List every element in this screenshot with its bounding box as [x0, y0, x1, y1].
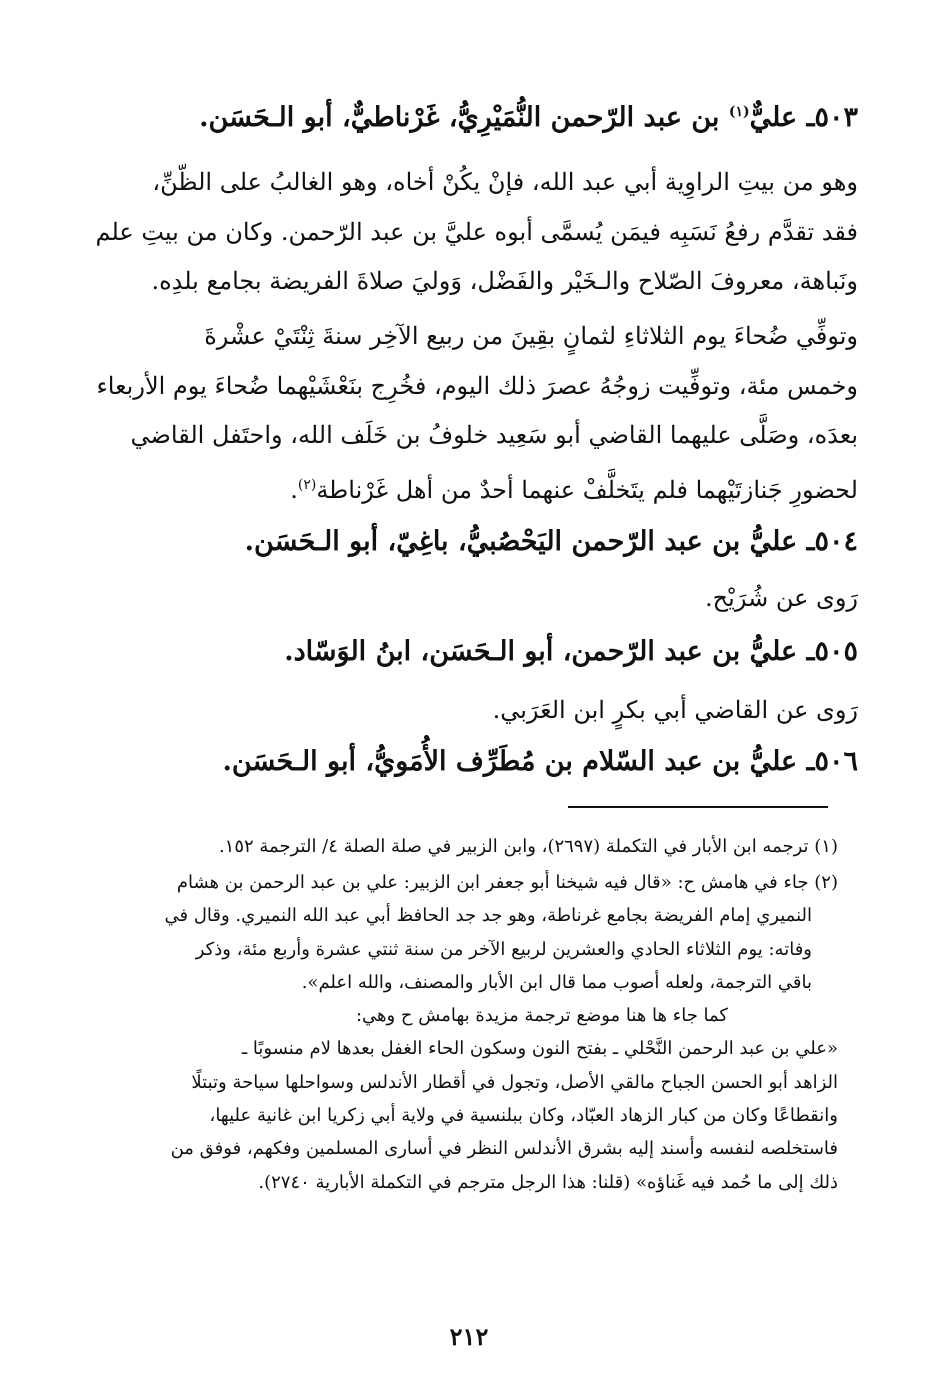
- page-number: ٢١٢: [449, 1322, 489, 1351]
- entry-503-paragraph-2: [80, 312, 858, 515]
- footnote-quote-line: فاستخلصه لنفسه وأسند إليه بشرق الأندلس النظر في أسارى المسلمين وفكهم، فوفق من: [170, 1138, 838, 1160]
- footnote-quote-line: «علي بن عبد الرحمن النَّحْلي ـ بفتح النون وسكون الحاء الغفل بعدها لام منسوبًا ـ: [241, 1038, 838, 1060]
- entry-505-heading: ٥٠٥ـ عليُّ بن عبد الرّحمن، أبو الـحَسَن، ابنُ الوَسّاد.: [284, 636, 858, 667]
- paragraph-line: ونَباهة، معروفَ الصّلاح والـخَيْر والفَضْل، وَوليَ صلاةَ الفريضة بجامع بلدِه.: [151, 267, 858, 295]
- paragraph-line: وخمس مئة، وتوفِّيت زوجُهُ عصرَ ذلك اليوم، فخُرِج بنَعْشَيْهما ضُحاءَ يوم الأربعاء: [96, 371, 858, 400]
- entry-503-paragraph-1: [80, 158, 858, 307]
- paragraph-line: بعدَه، وصَلَّى عليهما القاضي أبو سَعِيد خلوفُ بن خَلَف الله، واحتَفل القاضي: [130, 421, 858, 449]
- footnote-line: (١) ترجمه ابن الأبار في التكملة (٢٦٩٧)، وابن الزبير في صلة الصلة ٤/ الترجمة ١٥٢.: [218, 836, 838, 857]
- paragraph-line: رَوى عن القاضي أبي بكرٍ ابن العَرَبي.: [492, 696, 858, 724]
- entry-503-heading-rest: بن عبد الرّحمن النُّمَيْرِيُّ، غَرْناطيٌّ، أبو الـحَسَن.: [199, 102, 729, 133]
- entry-504-body: [80, 574, 858, 624]
- footnote-line: باقي الترجمة، ولعله أصوب مما قال ابن الأبار والمصنف، والله اعلم».: [301, 971, 812, 993]
- footnote-2: [100, 866, 838, 1199]
- paragraph-line: وهو من بيتِ الراوِية أبي عبد الله، فإنْ يكُنْ أخاه، وهو الغالبُ على الظّنِّ،: [152, 168, 858, 196]
- entry-503-heading-start: ٥٠٣ـ عليٌّ: [749, 102, 858, 133]
- paragraph-line: فقد تقدَّم رفعُ نَسَبِه فيمَن يُسمَّى أبوه عليَّ بن عبد الرّحمن. وكان من بيتِ علم: [95, 217, 858, 246]
- paragraph-line-end: .: [290, 475, 298, 504]
- footnote-1: [100, 830, 838, 863]
- footnote-divider: [568, 806, 828, 808]
- entry-503-heading: [80, 100, 858, 136]
- entry-504-heading: ٥٠٤ـ عليُّ بن عبد الرّحمن اليَحْصُبيُّ، باغِيّ، أبو الـحَسَن.: [244, 526, 858, 557]
- entry-505-body: [80, 686, 858, 736]
- footnote-intro-line: كما جاء ها هنا موضع ترجمة مزيدة بهامش ح وهي:: [355, 1005, 728, 1027]
- entry-506-heading: ٥٠٦ـ عليُّ بن عبد السّلام بن مُطَرِّف الأُمَويُّ، أبو الـحَسَن.: [222, 746, 858, 777]
- footnote-quote-line: وانقطاعًا وكان من كبار الزهاد العبّاد، وكان ببلنسية في ولاية أبي زكريا ابن غانية عليها،: [209, 1105, 838, 1127]
- paragraph-line-text: لحضورِ جَنازتَيْهما فلم يتَخلَّفْ عنهما أحدٌ من أهل غَرْناطة: [316, 475, 858, 504]
- paragraph-line: [80, 461, 858, 516]
- footnote-ref-1[interactable]: (١): [728, 104, 750, 120]
- footnote-line: النميري إمام الفريضة بجامع غرناطة، وهو جد جد الحافظ أبي عبد الله النميري. وقال في: [164, 905, 812, 927]
- footnote-ref-2[interactable]: (٢): [297, 476, 317, 493]
- footnote-line: (٢) جاء في هامش ح: «قال فيه شيخنا أبو جعفر ابن الزبير: علي بن عبد الرحمن بن هشام: [176, 872, 838, 893]
- footnote-quote-line: الزاهد أبو الحسن الجباح مالقي الأصل، وتجول في أقطار الأندلس وسواحلها سياحة وتبتلًا: [191, 1071, 838, 1093]
- paragraph-line: وتوفِّي ضُحاءَ يوم الثلاثاءِ لثمانٍ بقِينَ من ربيع الآخِر سنةَ ثِنْتَيْ عشْرةَ: [204, 322, 858, 350]
- footnote-quote-line: ذلك إلى ما حُمد فيه غَناؤه» (قلنا: هذا الرجل مترجم في التكملة الأبارية ٢٧٤٠).: [258, 1171, 838, 1193]
- paragraph-line: رَوى عن شُرَيْح.: [705, 584, 858, 612]
- footnote-line: وفاته: يوم الثلاثاء الحادي والعشرين لربيع الآخر من سنة ثنتي عشرة وأربع مئة، وذكر: [195, 938, 812, 960]
